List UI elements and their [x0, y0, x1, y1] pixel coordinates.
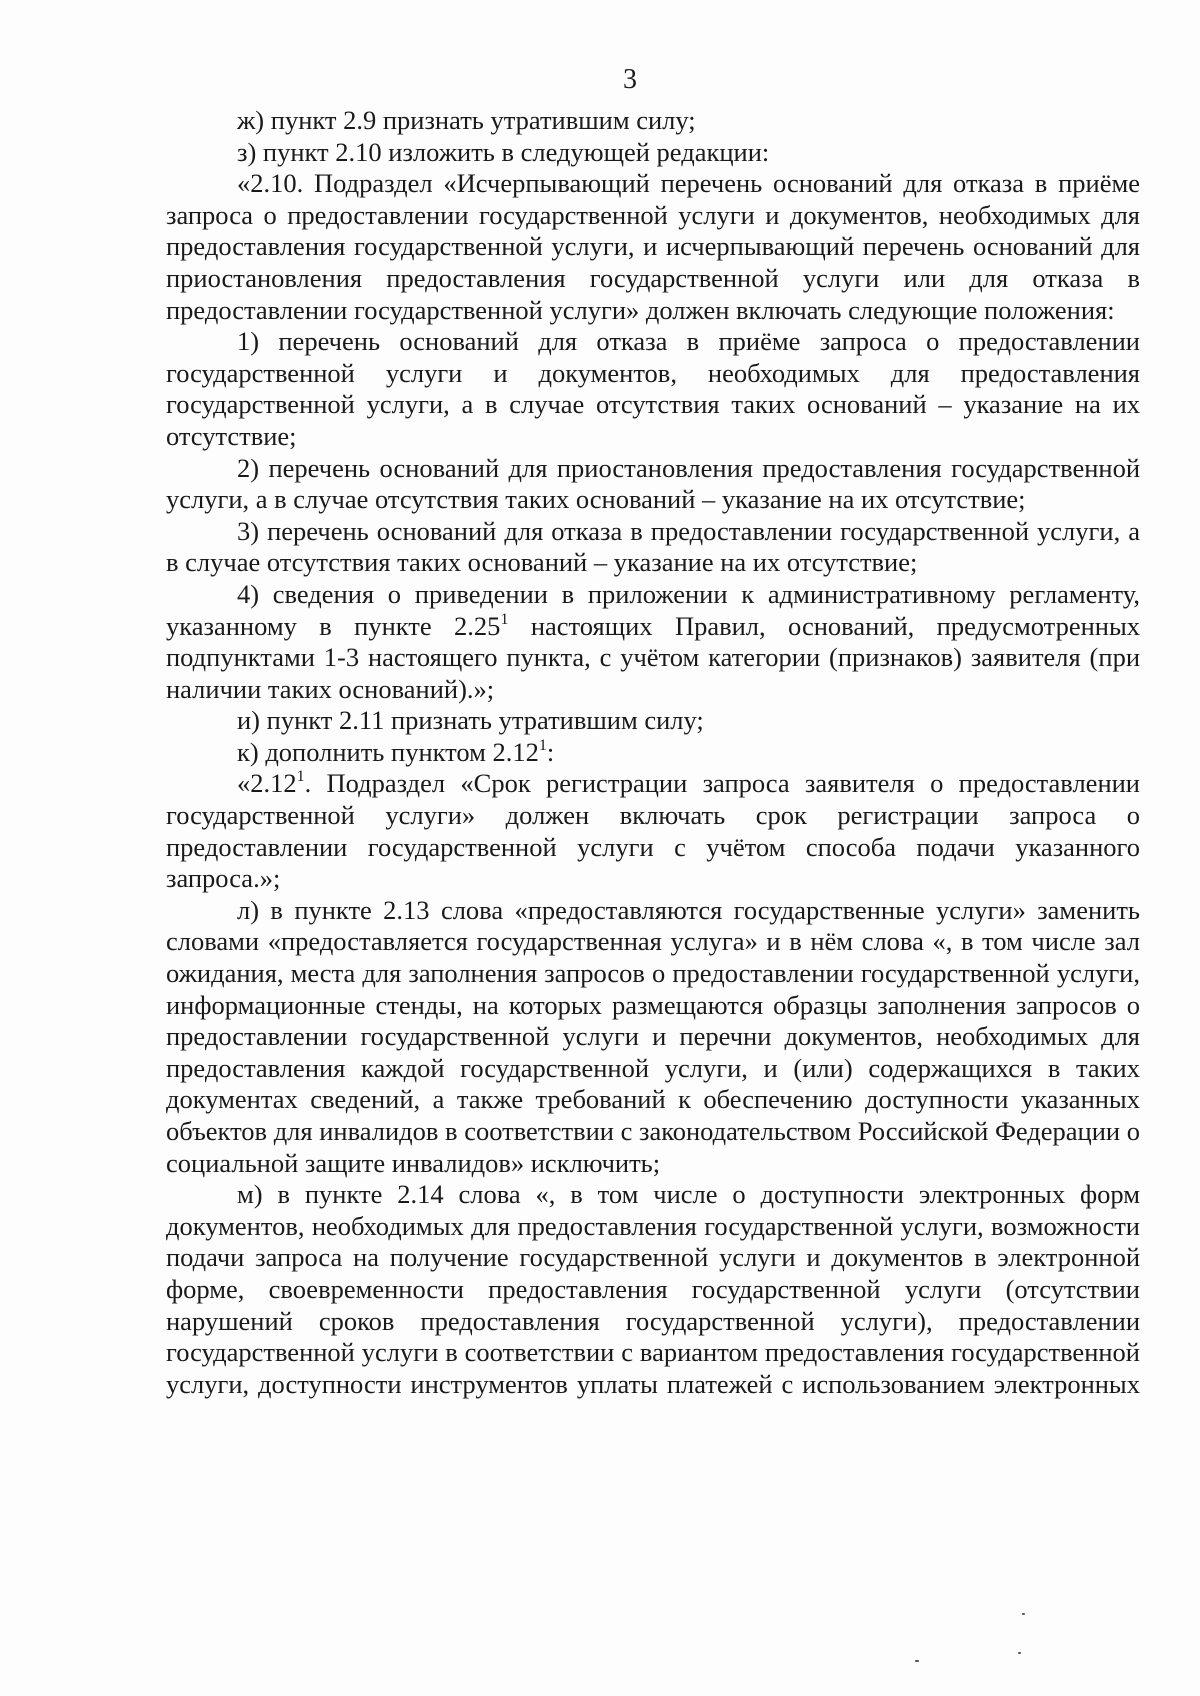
item-k-text-a: к) дополнить пунктом 2.12: [237, 736, 539, 767]
subitem-4-text-a: 4) сведения о приведении в приложении к административному регламенту, указанному в пункте 2.25: [166, 578, 1140, 641]
paragraph-2-12-1: [166, 768, 1140, 894]
item-m: м) в пункте 2.14 слова «, в том числе о доступности электронных форм документов, необходимых для предоставления государственной услуги, возможности подачи запроса на получение государственной услуги и документов в электронной форме, своевременности предоставления государственной услуги (отсутствии нарушений сроков предоставления государственной услуги), предоставлении государственной услуги в соответствии с вариантом предоставления государственной услуги, доступности инструментов уплаты платежей с использованием электронных: [166, 1179, 1140, 1399]
paragraph-2-12-1-text-a: «2.12: [237, 768, 297, 799]
item-zh: ж) пункт 2.9 признать утратившим силу;: [237, 105, 696, 135]
paragraph-2-10: «2.10. Подраздел «Исчерпывающий перечень оснований для отказа в приёме запроса о предоставлении государственной услуги и документов, необходимых для предоставления государственной услуги, и исчерпывающий перечень оснований для приостановления предоставления государственной услуги или для отказа в предоставлении государственной услуги» должен включать следующие положения:: [166, 168, 1140, 325]
item-l: л) в пункте 2.13 слова «предоставляются государственные услуги» заменить словами «предоставляется государственная услуга» и в нём слова «, в том числе зал ожидания, места для заполнения запросов о предоставлении государственной услуги, информационные стенды, на которых размещаются образцы заполнения запросов о предоставлении государственной услуги и перечни документов, необходимых для предоставления каждой государственной услуги, и (или) содержащихся в таких документах сведений, а также требований к обеспечению доступности указанных объектов для инвалидов в соответствии с законодательством Российской Федерации о социальной защите инвалидов» исключить;: [166, 894, 1140, 1178]
scan-speck: [1018, 1652, 1021, 1654]
item-k-text-b: :: [546, 736, 555, 767]
subitem-1: 1) перечень оснований для отказа в приёме запроса о предоставлении государственной услуги и документов, необходимых для предоставления государственной услуги, а в случае отсутствия таких оснований – указание на их отсутствие;: [166, 326, 1140, 451]
item-z: з) пункт 2.10 изложить в следующей редакции:: [237, 136, 770, 167]
superscript: 1: [500, 610, 509, 628]
subitem-2: 2) перечень оснований для приостановления предоставления государственной услуги, а в случае отсутствия таких оснований – указание на их отсутствие;: [166, 452, 1140, 515]
paragraph-2-12-1-text-b: . Подраздел «Срок регистрации запроса заявителя о предоставлении государственной услуги» должен включать срок регистрации запроса о предоставлении государственной услуги с учётом способа подачи указанного запроса.»;: [166, 768, 1140, 894]
subitem-4: [166, 579, 1140, 705]
item-k: [166, 737, 1140, 769]
scan-speck: [915, 1660, 919, 1662]
subitem-3: 3) перечень оснований для отказа в предоставлении государственной услуги, а в случае отсутствия таких оснований – указание на их отсутствие;: [166, 515, 1140, 578]
subitem-4-text-b: настоящих Правил, оснований, предусмотренных подпунктами 1-3 настоящего пункта, с учётом категории (признаков) заявителя (при наличии таких оснований).»;: [166, 610, 1140, 704]
document-body: [166, 105, 1140, 1400]
item-i: и) пункт 2.11 признать утратившим силу;: [237, 705, 704, 736]
superscript: 1: [296, 768, 305, 786]
scan-speck: [1022, 1613, 1025, 1615]
page-number: 3: [623, 64, 637, 95]
superscript: 1: [538, 736, 547, 754]
